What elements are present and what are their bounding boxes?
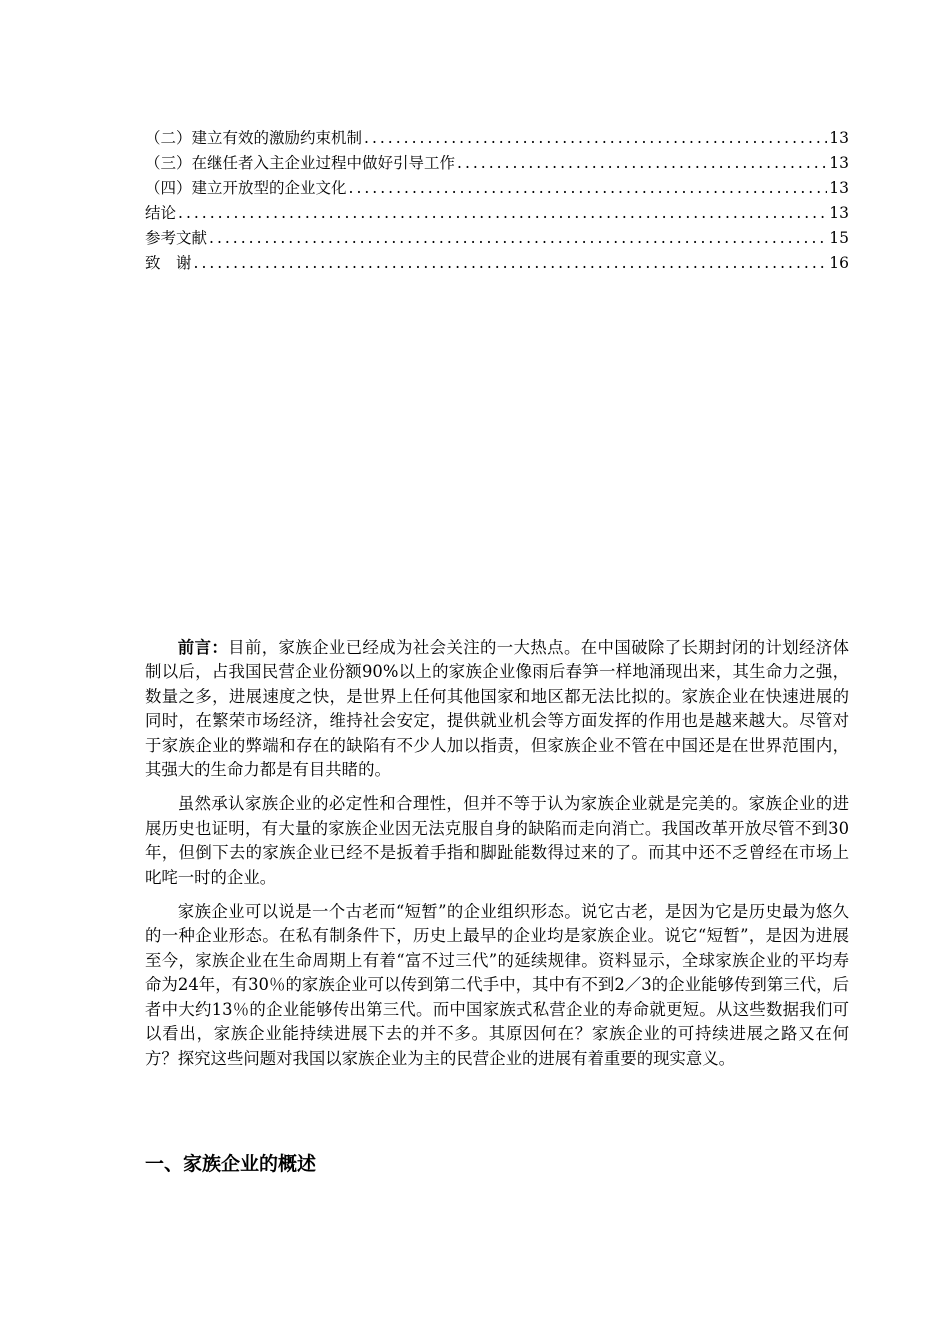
toc-entry[interactable] [145, 176, 849, 201]
toc-entry-number: （三） [145, 154, 192, 172]
preface-paragraph [145, 636, 849, 782]
toc-entry-number: （二） [145, 129, 192, 147]
preface-paragraph: 家族企业可以说是一个古老而“短暂”的企业组织形态。说它古老，是因为它是历史最为悠久的一种企业形态。在私有制条件下，历史上最早的企业均是家族企业。说它“短暂”，是因为进展至今，家族企业在生命周期上有着“富不过三代”的延续规律。资料显示，全球家族企业的平均寿命为24年，有30％的家族企业可以传到第二代手中，其中有不到2／3的企业能够传到第三代，后者中大约13％的企业能够传出第三代。而中国家族式私营企业的寿命就更短。从这些数据我们可以看出，家族企业能持续进展下去的并不多。其原因何在？家族企业的可持续进展之路又在何方？探究这些问题对我国以家族企业为主的民营企业的进展有着重要的现实意义。 [145, 902, 849, 1068]
toc-dot-leader [364, 126, 827, 151]
preface-lead: 前言： [177, 638, 229, 657]
toc-entry-page: 13 [829, 179, 849, 197]
toc-entry-page: 13 [829, 154, 849, 172]
toc-entry[interactable] [145, 226, 849, 251]
toc-entry-label: 结论 [145, 204, 177, 222]
toc-entry[interactable] [145, 126, 849, 151]
toc-dot-leader [457, 151, 827, 176]
toc-entry-label: 建立开放型的企业文化 [191, 179, 347, 197]
toc-entry-number: （四） [145, 179, 192, 197]
toc-entry-page: 16 [829, 254, 849, 272]
section-heading: 一、家族企业的概述 [145, 1153, 317, 1175]
preface-paragraph: 虽然承认家族企业的必定性和合理性，但并不等于认为家族企业就是完美的。家族企业的进展历史也证明，有大量的家族企业因无法克服自身的缺陷而走向消亡。我国改革开放尽管不到30年，但倒下去的家族企业已经不是扳着手指和脚趾能数得过来的了。而其中还不乏曾经在市场上叱咤一时的企业。 [145, 794, 849, 887]
toc-dot-leader [349, 176, 828, 201]
toc-entry-page: 15 [829, 229, 849, 247]
preface-paragraph-text: 目前，家族企业已经成为社会关注的一大热点。在中国破除了长期封闭的计划经济体制以后，占我国民营企业份额90%以上的家族企业像雨后春笋一样地涌现出来，其生命力之强，数量之多，进展速度之快，是世界上任何其他国家和地区都无法比拟的。家族企业在快速进展的同时，在繁荣市场经济，维持社会安定，提供就业机会等方面发挥的作用也是越来越大。尽管对于家族企业的弊端和存在的缺陷有不少人加以指责，但家族企业不管在中国还是在世界范围内，其强大的生命力都是有目共睹的。 [145, 638, 850, 780]
preface-body [145, 636, 849, 1081]
toc-entry[interactable] [145, 251, 849, 276]
toc-entry-label: 致 谢 [145, 254, 192, 272]
toc-dot-leader [209, 226, 827, 251]
toc-entry[interactable] [145, 201, 849, 226]
toc-dot-leader [194, 251, 828, 276]
toc-entry-page: 13 [829, 204, 849, 222]
toc-entry-label: 在继任者入主企业过程中做好引导工作 [191, 154, 456, 172]
toc-entry[interactable] [145, 151, 849, 176]
table-of-contents [145, 126, 849, 276]
toc-dot-leader [178, 201, 827, 226]
toc-entry-page: 13 [829, 129, 849, 147]
toc-entry-label: 建立有效的激励约束机制 [191, 129, 363, 147]
toc-entry-label: 参考文献 [145, 229, 208, 247]
